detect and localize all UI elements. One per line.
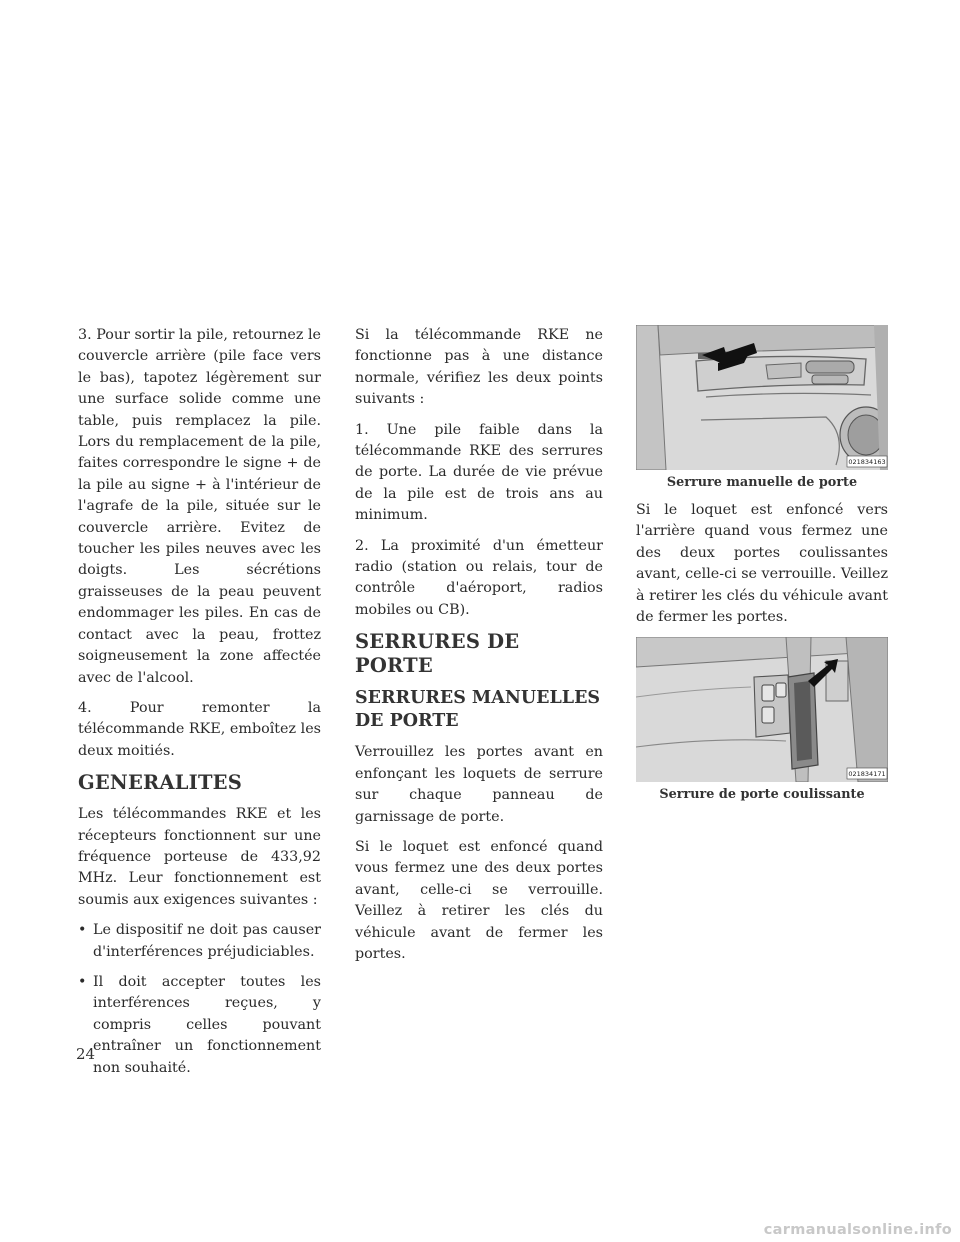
text-column-3 bbox=[636, 325, 888, 812]
paragraph-battery-removal: 3. Pour sortir la pile, retournez le couvercle arrière (pile face vers le bas), tapotez légèrement sur une surface solide comme une table, puis remplacez la pile. Lors du remplacement de la pile, faites correspondre le signe + de la pile au signe + à l'intérieur de l'agrafe de la pile, située sur le couvercle arrière. Evitez de toucher les piles neuves avec les doigts. Les sécrétions graisseuses de la peau peuvent endommager les piles. En cas de contact avec la peau, frottez soigneusement la zone affectée avec de l'alcool. bbox=[78, 327, 321, 686]
heading-serrures-manuelles: SERRURES MANUELLES DE PORTE bbox=[355, 688, 601, 732]
figure-manual-door-lock bbox=[636, 325, 888, 470]
figure-sliding-door-lock bbox=[636, 637, 888, 782]
paragraph-frequency: Les télécommandes RKE et les récepteurs fonctionnent sur une fréquence porteuse de 433,92 MHz. Leur fonctionnement est soumis aux exigences suivantes : bbox=[78, 806, 321, 908]
page-number: 24 bbox=[76, 1045, 96, 1063]
bullet-icon: • bbox=[78, 973, 87, 990]
paragraph-weak-battery: 1. Une pile faible dans la télécommande RKE des serrures de porte. La durée de vie prévue de la pile est de trois ans au minimum. bbox=[355, 421, 603, 524]
paragraph-reassemble: 4. Pour remonter la télécommande RKE, emboîtez les deux moitiés. bbox=[78, 699, 321, 759]
figure-code: 021834163 bbox=[848, 458, 886, 466]
sliding-door-illustration bbox=[636, 637, 888, 782]
text-column-1 bbox=[78, 325, 321, 1088]
caption-sliding-door-lock: Serrure de porte coulissante bbox=[659, 787, 865, 803]
watermark: carmanualsonline.info bbox=[763, 1222, 952, 1238]
requirements-list bbox=[78, 920, 321, 1079]
paragraph-lock-front-doors: Verrouillez les portes avant en enfonçant les loquets de serrure sur chaque panneau de garnissage de porte. bbox=[355, 744, 603, 825]
list-item bbox=[78, 972, 321, 1079]
door-lock-illustration bbox=[636, 325, 888, 470]
paragraph-range-check: Si la télécommande RKE ne fonctionne pas à une distance normale, vérifiez les deux points suivants : bbox=[355, 327, 603, 408]
paragraph-sliding-door-lock: Si le loquet est enfoncé vers l'arrière quand vous fermez une des deux portes coulissantes avant, celle-ci se verrouille. Veillez à retirer les clés du véhicule avant de fermer les portes. bbox=[636, 502, 889, 626]
list-item-text: Le dispositif ne doit pas causer d'interférences préjudiciables. bbox=[93, 922, 321, 960]
figure-code: 021834171 bbox=[848, 770, 886, 779]
caption-manual-door-lock: Serrure manuelle de porte bbox=[666, 475, 858, 490]
list-item bbox=[78, 920, 321, 963]
bullet-icon: • bbox=[78, 922, 87, 939]
heading-serrures-de-porte: SERRURES DE PORTE bbox=[355, 630, 520, 678]
paragraph-radio-proximity: 2. La proximité d'un émetteur radio (station ou relais, tour de contrôle d'aéroport, radios mobiles ou CB). bbox=[355, 537, 603, 618]
text-column-2 bbox=[355, 325, 603, 974]
paragraph-front-door-lock-note: Si le loquet est enfoncé quand vous fermez une des deux portes avant, celle-ci se verrouille. Veillez à retirer les clés du véhicule avant de fermer les portes. bbox=[355, 838, 603, 962]
list-item-text: Il doit accepter toutes les interférences reçues, y compris celles pouvant entraîner un fonctionnement non souhaité. bbox=[93, 973, 321, 1076]
heading-generalites: GENERALITES bbox=[78, 771, 243, 795]
